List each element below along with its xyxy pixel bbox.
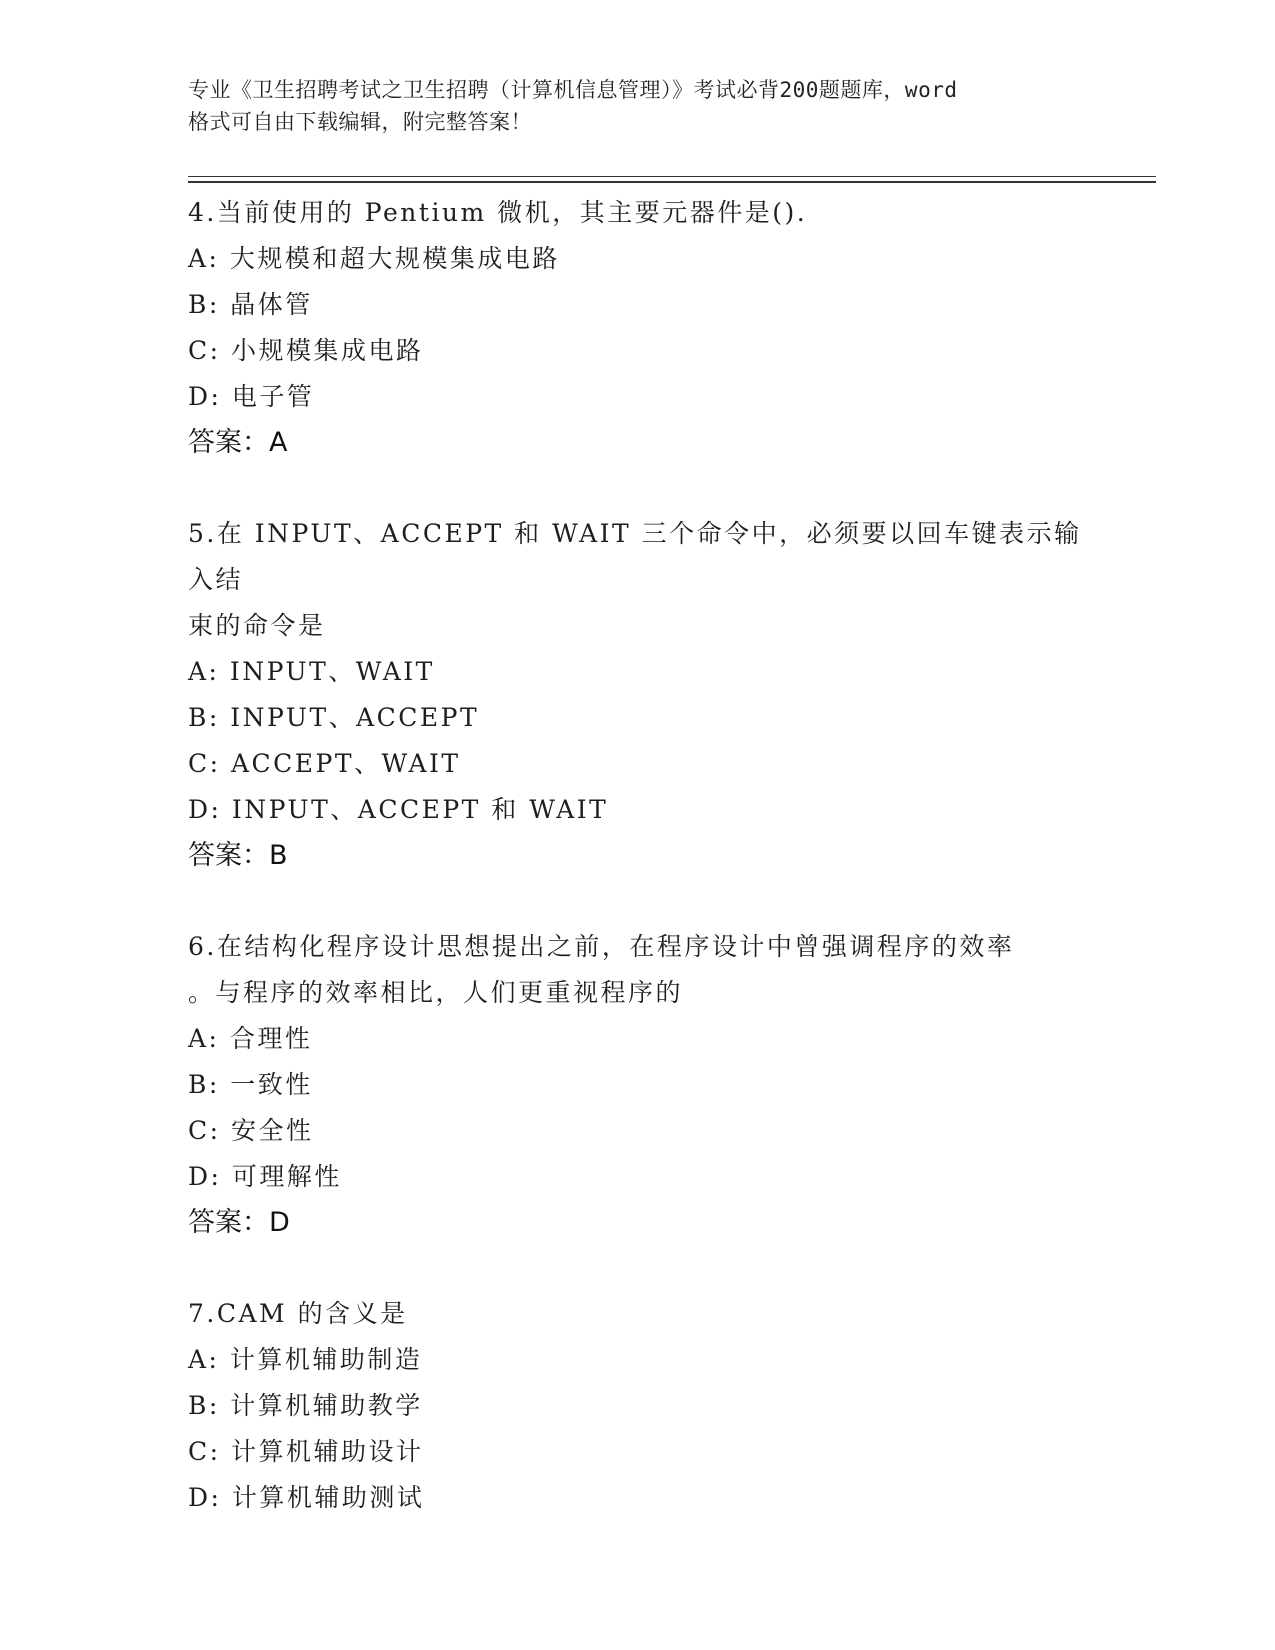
- option-a: A: INPUT、WAIT: [188, 657, 435, 686]
- question-text: 5.在 INPUT、ACCEPT 和 WAIT 三个命令中，必须要以回车键表示输入结: [188, 519, 1082, 594]
- option-a: A: 大规模和超大规模集成电路: [188, 244, 560, 273]
- option-b: B: 计算机辅助教学: [188, 1391, 423, 1420]
- question-text-continued: 束的命令是: [188, 611, 326, 640]
- question-text: 7.CAM 的含义是: [188, 1299, 408, 1328]
- option-c: C: 小规模集成电路: [188, 336, 424, 365]
- answer-line: 答案：D: [188, 1207, 290, 1238]
- option-a: A: 合理性: [188, 1024, 313, 1053]
- question-4: [188, 190, 1088, 466]
- option-b: B: 一致性: [188, 1070, 313, 1099]
- question-text-continued: 。与程序的效率相比，人们更重视程序的: [188, 978, 684, 1007]
- question-5: [188, 511, 1088, 879]
- document-header: [188, 74, 1088, 138]
- option-c: C: 安全性: [188, 1116, 314, 1145]
- option-d: D: 计算机辅助测试: [188, 1483, 425, 1512]
- question-text: 6.在结构化程序设计思想提出之前，在程序设计中曾强调程序的效率: [188, 932, 1015, 961]
- answer-line: 答案：A: [188, 427, 288, 458]
- question-6: [188, 924, 1088, 1246]
- option-c: C: 计算机辅助设计: [188, 1437, 424, 1466]
- question-list: [188, 190, 1088, 1521]
- option-d: D: 电子管: [188, 382, 315, 411]
- header-line-1: 专业《卫生招聘考试之卫生招聘（计算机信息管理）》考试必背200题题库，word: [188, 78, 958, 102]
- option-d: D: 可理解性: [188, 1162, 342, 1191]
- option-d: D: INPUT、ACCEPT 和 WAIT: [188, 795, 609, 824]
- option-b: B: 晶体管: [188, 290, 313, 319]
- option-a: A: 计算机辅助制造: [188, 1345, 423, 1374]
- header-rule-thick: [188, 181, 1156, 183]
- option-c: C: ACCEPT、WAIT: [188, 749, 461, 778]
- header-rule-thin: [188, 176, 1156, 177]
- question-text: 4.当前使用的 Pentium 微机，其主要元器件是().: [188, 198, 808, 227]
- answer-line: 答案：B: [188, 840, 288, 871]
- header-line-2: 格式可自由下载编辑，附完整答案！: [188, 110, 532, 134]
- option-b: B: INPUT、ACCEPT: [188, 703, 480, 732]
- question-7: [188, 1291, 1088, 1521]
